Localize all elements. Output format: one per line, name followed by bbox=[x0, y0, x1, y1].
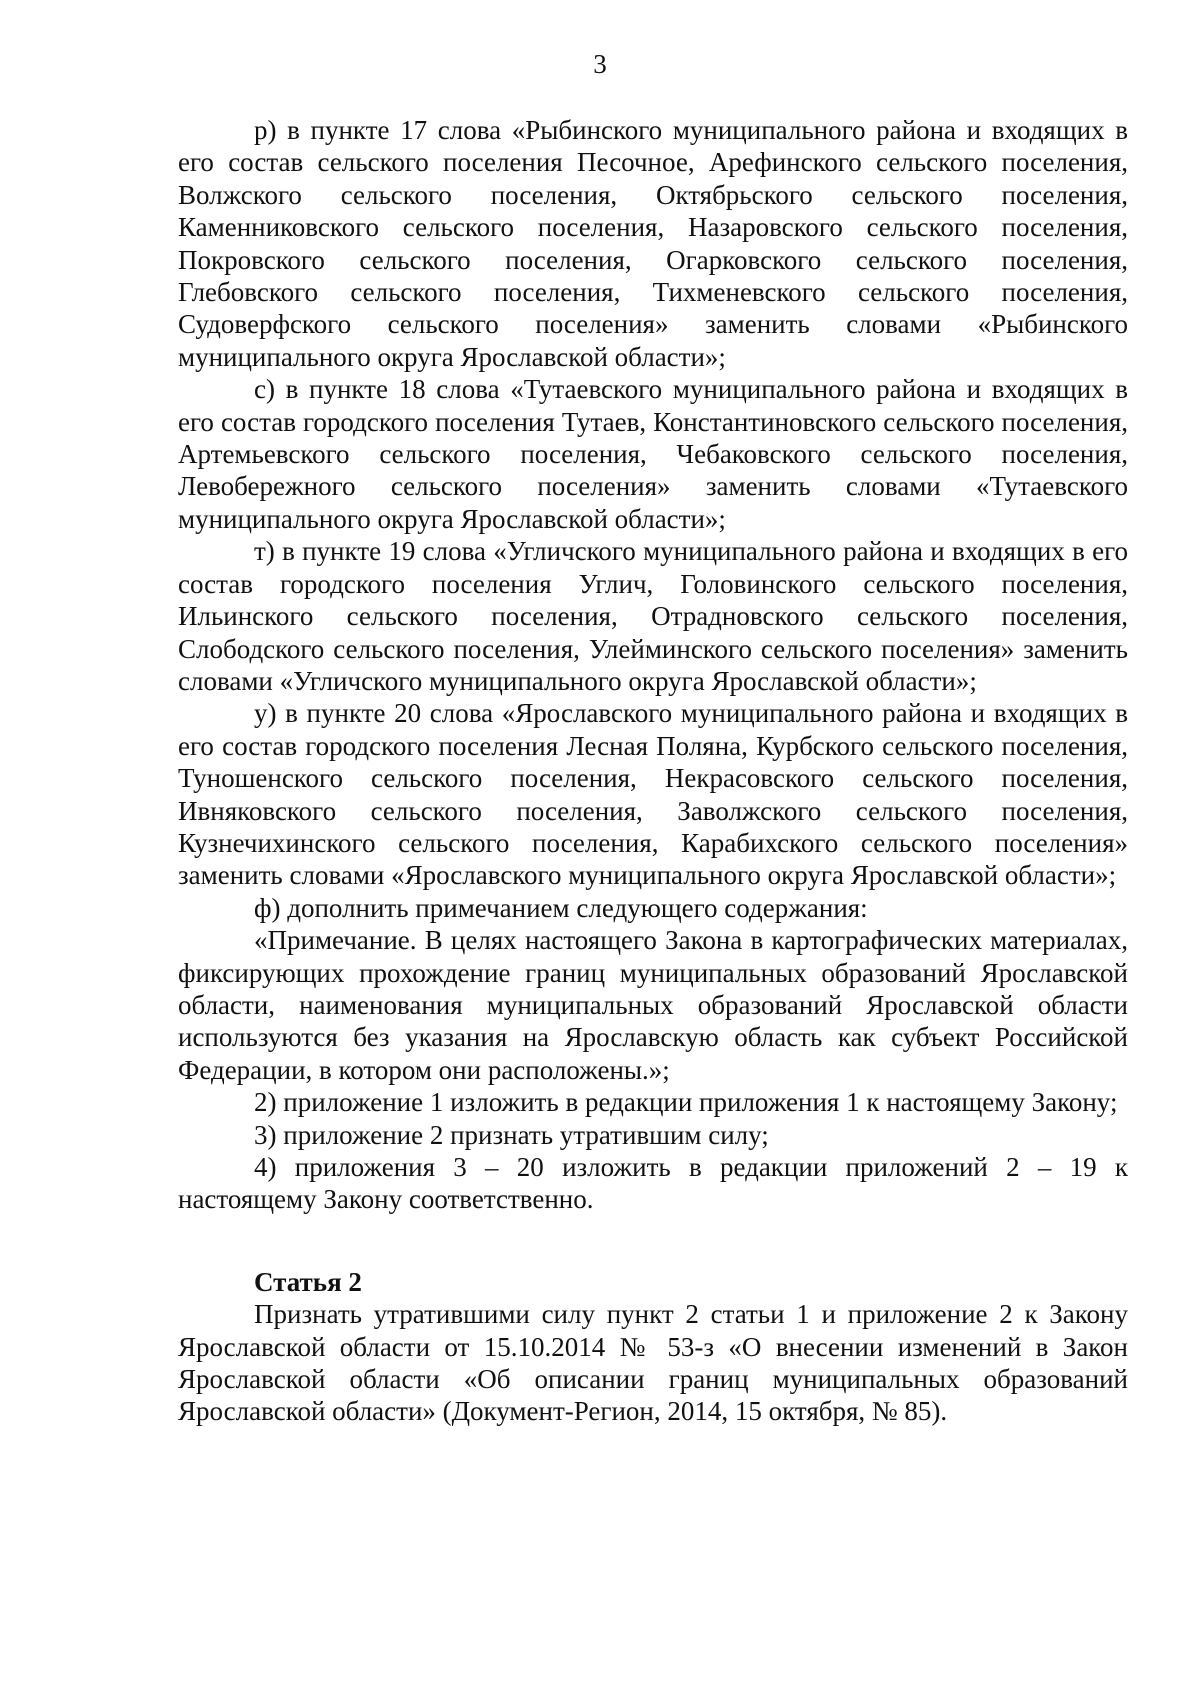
document-body bbox=[178, 114, 1128, 1428]
paragraph-item-u: у) в пункте 20 слова «Ярославского муниципального района и входящих в его состав городского поселения Лесная Поляна, Курбского сельского поселения, Туношенского сельского поселения, Некрасовского сельского поселения, Ивняковского сельского поселения, Заволжского сельского поселения, Кузнечихинского сельского поселения, Карабихского сельского поселения» заменить словами «Ярославского муниципального округа Ярославской области»; bbox=[178, 698, 1128, 891]
paragraph-item-t: т) в пункте 19 слова «Угличского муниципального района и входящих в его состав городского поселения Углич, Головинского сельского поселения, Ильинского сельского поселения, Отрадновского сельского поселения, Слободского сельского поселения, Улейминского сельского поселения» заменить словами «Угличского муниципального округа Ярославской области»; bbox=[178, 536, 1128, 696]
paragraph-item-r: р) в пункте 17 слова «Рыбинского муниципального района и входящих в его состав сельского поселения Песочное, Арефинского сельского поселения, Волжского сельского поселения, Октябрьского сельского поселения, Каменниковского сельского поселения, Назаровского сельского поселения, Покровского сельского поселения, Огарковского сельского поселения, Глебовского сельского поселения, Тихменевского сельского поселения, Судоверфского сельского поселения» заменить словами «Рыбинского муниципального округа Ярославской области»; bbox=[178, 115, 1128, 372]
article-2-heading: Статья 2 bbox=[254, 1266, 362, 1297]
paragraph-item-s: с) в пункте 18 слова «Тутаевского муниципального района и входящих в его состав городского поселения Тутаев, Константиновского сельского поселения, Артемьевского сельского поселения, Чебаковского сельского поселения, Левобережного сельского поселения» заменить словами «Тутаевского муниципального округа Ярославской области»; bbox=[178, 374, 1128, 534]
paragraph-item-4: 4) приложения 3 – 20 изложить в редакции приложений 2 – 19 к настоящему Закону соответственно. bbox=[178, 1152, 1128, 1215]
paragraph-note: «Примечание. В целях настоящего Закона в картографических материалах, фиксирующих прохождение границ муниципальных образований Ярославской области, наименования муниципальных образований Ярославской области используются без указания на Ярославскую область как субъект Российской Федерации, в котором они расположены.»; bbox=[178, 925, 1128, 1085]
article-2-text: Признать утратившими силу пункт 2 статьи 1 и приложение 2 к Закону Ярославской области от 15.10.2014 № 53-з «О внесении изменений в Закон Ярославской области «Об описании границ муниципальных образований Ярославской области» (Документ-Регион, 2014, 15 октября, № 85). bbox=[178, 1299, 1128, 1427]
paragraph-item-2: 2) приложение 1 изложить в редакции приложения 1 к настоящему Закону; bbox=[254, 1087, 1118, 1118]
paragraph-item-3: 3) приложение 2 признать утратившим силу; bbox=[254, 1119, 769, 1150]
paragraph-item-f: ф) дополнить примечанием следующего содержания: bbox=[254, 892, 868, 923]
page-number: 3 bbox=[593, 49, 607, 79]
